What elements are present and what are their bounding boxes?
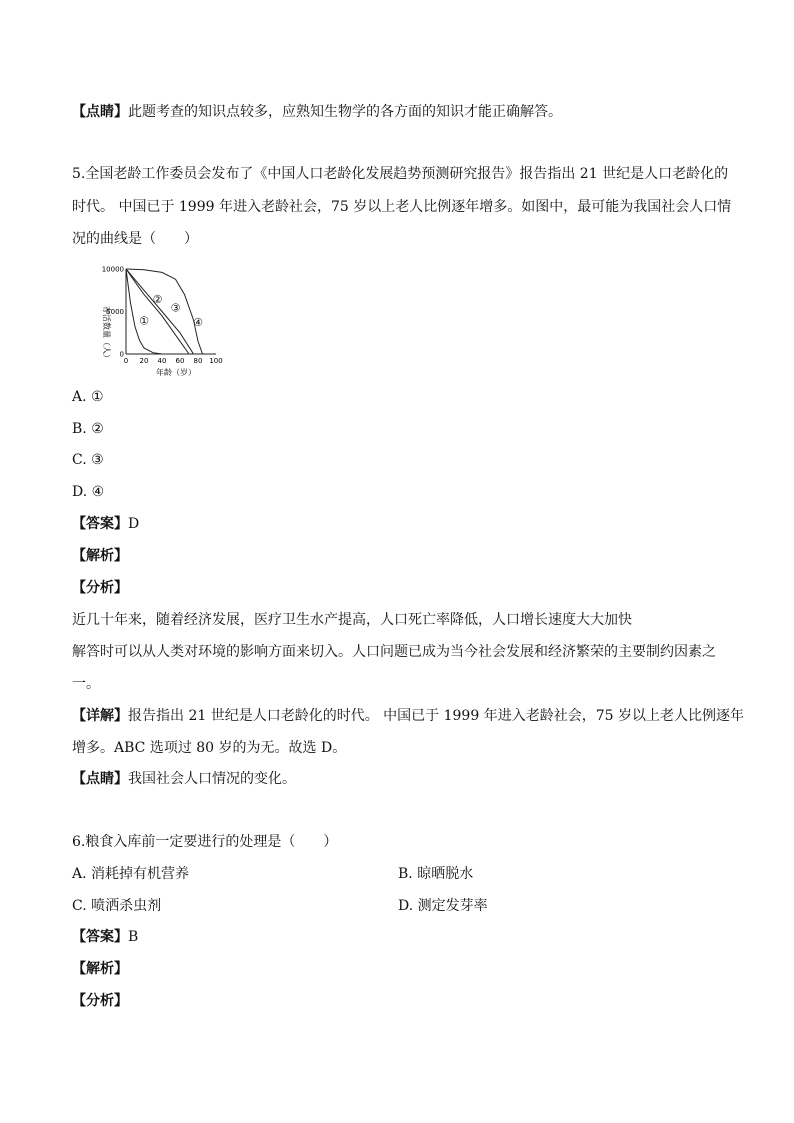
q6-stem: 6.粮食入库前一定要进行的处理是（ ） [72, 834, 338, 850]
curve-label-4: ④ [193, 315, 203, 329]
q5-dianjing-line [72, 769, 296, 789]
x-tick-label: 80 [193, 357, 203, 365]
x-tick-label: 0 [123, 357, 129, 365]
survival-curve-chart [86, 258, 236, 380]
q5-fenxi-line-2: 解答时可以从人类对环境的影响方面来切入。人口问题已成为当今社会发展和经济繁荣的主要制约因素之 [72, 644, 716, 660]
q6-option-c: C. 喷洒杀虫剂 [72, 898, 162, 914]
prev-dianjing-line [72, 102, 562, 122]
answer-value: B [128, 929, 139, 945]
curve-label-2: ② [152, 293, 163, 306]
q5-stem-line-3: 况的曲线是（ ） [72, 231, 198, 247]
curve-label-3: ③ [170, 301, 181, 315]
q6-fenxi-tag: 【分析】 [72, 993, 128, 1009]
x-tick-label: 100 [209, 357, 223, 365]
y-tick-label: 5000 [106, 308, 124, 316]
y-tick-label: 0 [119, 350, 124, 359]
q6-option-b: B. 晾晒脱水 [398, 866, 474, 882]
x-tick-label: 60 [175, 357, 185, 365]
q5-xiangjie-line-2: 增多。ABC 选项过 80 岁的为无。故选 D。 [72, 740, 347, 756]
curve-label-1: ① [139, 314, 149, 328]
q6-option-d: D. 测定发芽率 [398, 898, 488, 914]
q5-option-c: C. ③ [72, 452, 104, 468]
answer-value: D [128, 516, 140, 532]
answer-tag: 【答案】 [72, 929, 128, 945]
q5-fenxi-tag: 【分析】 [72, 580, 128, 596]
dianjing-text: 此题考查的知识点较多，应熟知生物学的各方面的知识才能正确解答。 [128, 104, 562, 120]
q6-answer-line [72, 927, 138, 947]
q5-fenxi-line-1: 近几十年来，随着经济发展，医疗卫生水产提高，人口死亡率降低，人口增长速度大大加快 [72, 612, 632, 628]
q5-stem-line-1: 5.全国老龄工作委员会发布了《中国人口老龄化发展趋势预测研究报告》报告指出 21 世纪是人口老龄化的 [72, 166, 729, 182]
q5-answer-line [72, 514, 139, 534]
x-tick-label: 20 [139, 357, 149, 365]
q5-option-b: B. ② [72, 421, 104, 437]
chart-ticks [102, 266, 223, 366]
survival-curve-1 [126, 269, 162, 354]
y-tick-label: 10000 [101, 265, 124, 274]
survival-curve-3 [126, 269, 194, 354]
q5-xiangjie-line-1 [72, 706, 744, 726]
q5-fenxi-line-3: 一。 [72, 676, 100, 692]
x-axis-label: 年龄（岁） [156, 368, 196, 377]
chart-curves [126, 269, 203, 354]
dianjing-text: 我国社会人口情况的变化。 [128, 771, 296, 787]
dianjing-tag: 【点睛】 [72, 104, 128, 120]
x-tick-label: 40 [157, 357, 167, 365]
answer-tag: 【答案】 [72, 516, 128, 532]
dianjing-tag: 【点睛】 [72, 771, 128, 787]
xiangjie-tag: 【详解】 [72, 708, 128, 724]
q5-stem-line-2: 时代。 中国已于 1999 年进入老龄社会，75 岁以上老人比例逐年增多。如图中，最可能为我国社会人口情 [72, 199, 732, 215]
xiangjie-text-1: 报告指出 21 世纪是人口老龄化的时代。 中国已于 1999 年进入老龄社会，75 岁以上老人比例逐年 [128, 708, 744, 724]
q6-option-a: A. 消耗掉有机营养 [72, 866, 190, 882]
q5-jiexi-tag: 【解析】 [72, 548, 128, 564]
survival-curve-4 [126, 269, 203, 354]
y-axis-label: 存活数量（人） [102, 306, 111, 362]
q5-option-a: A. ① [72, 389, 104, 405]
q6-jiexi-tag: 【解析】 [72, 961, 128, 977]
q5-option-d: D. ④ [72, 484, 105, 500]
